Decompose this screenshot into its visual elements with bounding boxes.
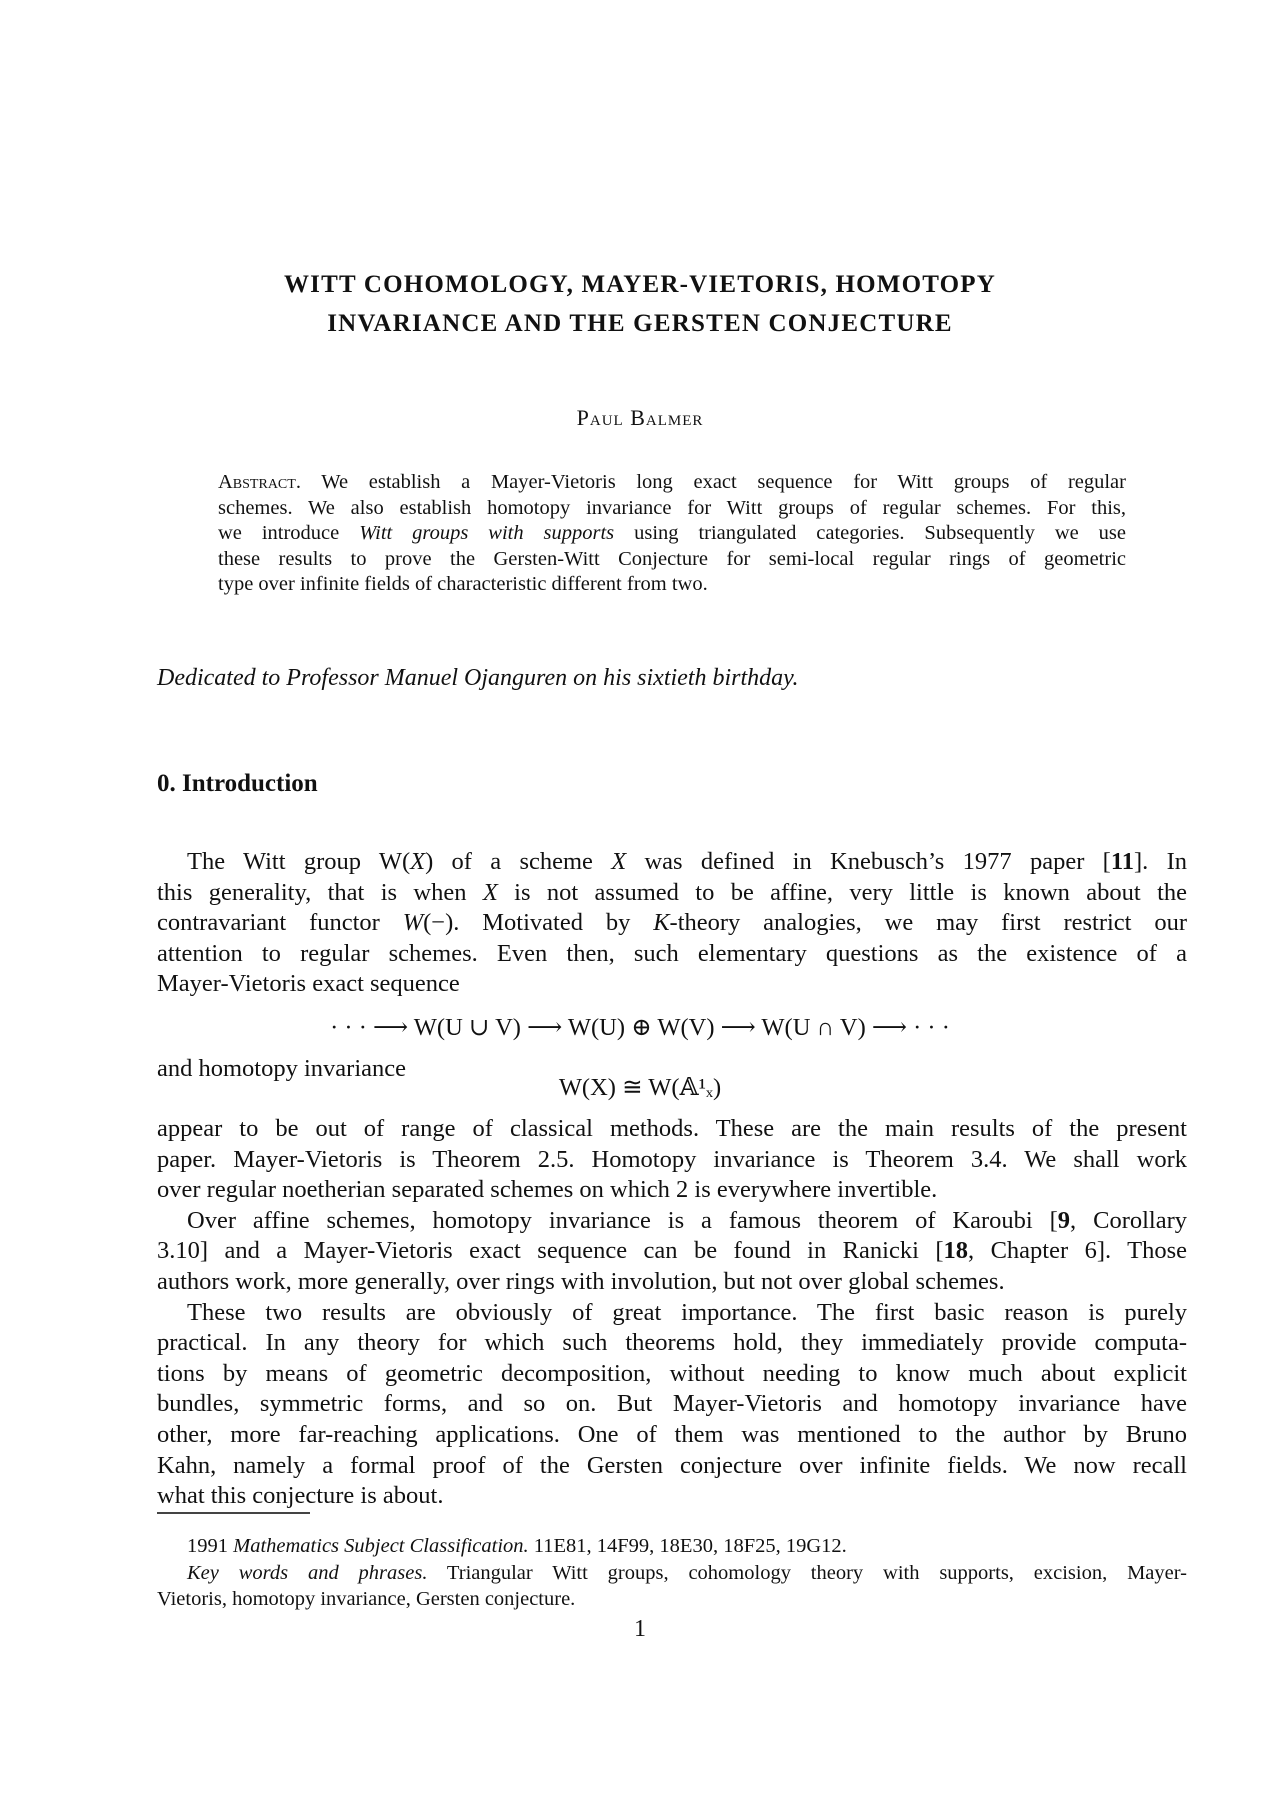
author: Paul Balmer xyxy=(576,405,704,430)
text-segment: (−). Motivated by xyxy=(423,909,654,937)
text-segment: Mathematics Subject Classification. xyxy=(233,1535,529,1557)
text-segment: Triangular Witt groups, cohomology theory with supports, excision, Mayer- xyxy=(427,1561,1187,1584)
title-line: INVARIANCE AND THE GERSTEN CONJECTURE xyxy=(327,310,953,337)
text-segment: ) of a scheme xyxy=(425,848,612,875)
text-segment: , Chapter 6]. Those xyxy=(968,1237,1188,1265)
text-segment: Vietoris, homotopy invariance, Gersten conjecture. xyxy=(157,1588,576,1610)
text-line xyxy=(218,547,1126,573)
footnote-rule xyxy=(157,1512,310,1514)
text-line xyxy=(157,1145,1187,1176)
text-segment: other, more far-reaching applications. One of them was mentioned to the author by Bruno xyxy=(157,1420,1187,1448)
text-segment: 3.10] and a Mayer-Vietoris exact sequence can be found in Ranicki [ xyxy=(157,1237,944,1265)
text-segment: X xyxy=(410,848,426,875)
citation-ref: 9 xyxy=(1057,1206,1071,1234)
text-segment: Abstract xyxy=(218,471,296,493)
text-line xyxy=(157,1236,1187,1267)
text-segment: , Corollary xyxy=(1070,1206,1187,1234)
text-line xyxy=(157,1206,1187,1237)
text-line xyxy=(218,572,1126,598)
body-paragraph xyxy=(157,847,1187,1000)
text-line xyxy=(157,1481,1187,1512)
text-segment: what this conjecture is about. xyxy=(157,1482,444,1510)
text-segment: Key words and phrases. xyxy=(187,1561,428,1584)
text-line xyxy=(157,1560,1187,1587)
text-segment: is not assumed to be affine, very little is known about the xyxy=(497,878,1187,906)
footnotes xyxy=(157,1533,1187,1613)
text-segment: schemes. We also establish homotopy invariance for Witt groups of regular schemes. For this, xyxy=(218,496,1126,519)
text-line xyxy=(157,939,1187,970)
text-line xyxy=(218,496,1126,522)
text-segment: over regular noetherian separated schemes on which 2 is everywhere invertible. xyxy=(157,1176,938,1204)
text-segment: bundles, symmetric forms, and so on. But Mayer-Vietoris and homotopy invariance have xyxy=(157,1390,1187,1418)
text-line xyxy=(157,1420,1187,1451)
text-segment: The Witt group W( xyxy=(187,848,411,875)
text-segment: ]. In xyxy=(1133,848,1187,875)
text-segment: attention to regular schemes. Even then, such elementary questions as the existence of a xyxy=(157,939,1187,967)
text-line xyxy=(157,1586,1187,1613)
text-line xyxy=(218,470,1126,496)
body-paragraphs xyxy=(157,1114,1187,1512)
section-heading: 0. Introduction xyxy=(157,770,318,797)
text-segment: Kahn, namely a formal proof of the Gersten conjecture over infinite fields. We now recall xyxy=(157,1451,1187,1479)
body-text: and homotopy invariance xyxy=(157,1055,407,1082)
text-segment: authors work, more generally, over rings with involution, but not over global schemes. xyxy=(157,1267,1005,1295)
text-line xyxy=(157,1359,1187,1390)
text-line xyxy=(157,1114,1187,1145)
text-line xyxy=(157,1328,1187,1359)
text-line xyxy=(157,969,1187,1000)
text-segment: practical. In any theory for which such theorems hold, they immediately provide computa- xyxy=(157,1329,1187,1357)
text-line xyxy=(157,878,1187,909)
paper-title xyxy=(0,265,1280,343)
text-segment: These two results are obviously of great importance. The first basic reason is purely xyxy=(187,1298,1187,1326)
text-segment: Witt groups with supports xyxy=(359,522,615,544)
text-segment: X xyxy=(611,848,627,875)
text-line xyxy=(157,1389,1187,1420)
page-number: 1 xyxy=(634,1616,646,1642)
text-line xyxy=(157,1175,1187,1206)
text-segment: Mayer-Vietoris exact sequence xyxy=(157,970,460,998)
equation-homotopy: W(X) ≅ W(𝔸¹ₓ) xyxy=(558,1074,722,1101)
text-segment: using triangulated categories. Subsequently we use xyxy=(614,522,1126,544)
text-segment: contravariant functor xyxy=(157,909,403,937)
text-segment: was defined in Knebusch’s 1977 paper [ xyxy=(626,848,1111,875)
text-line xyxy=(157,1533,1187,1560)
text-line xyxy=(157,1451,1187,1482)
text-segment: type over infinite fields of characteristic different from two. xyxy=(218,573,708,595)
abstract xyxy=(218,470,1126,598)
equation-mayer-vietoris: · · · ⟶ W(U ∪ V) ⟶ W(U) ⊕ W(V) ⟶ W(U ∩ V) ⟶ · · · xyxy=(330,1014,950,1041)
text-line xyxy=(157,1267,1187,1298)
citation-ref: 18 xyxy=(943,1237,968,1265)
text-segment: paper. Mayer-Vietoris is Theorem 2.5. Homotopy invariance is Theorem 3.4. We shall work xyxy=(157,1145,1187,1173)
text-segment: these results to prove the Gersten-Witt Conjecture for semi-local regular rings of geometric xyxy=(218,547,1126,570)
text-segment: tions by means of geometric decomposition, without needing to know much about explicit xyxy=(157,1359,1187,1387)
text-line xyxy=(157,1298,1187,1329)
text-segment: appear to be out of range of classical methods. These are the main results of the present xyxy=(157,1115,1187,1142)
text-line xyxy=(218,521,1126,547)
text-segment: K xyxy=(653,909,670,937)
text-segment: Over affine schemes, homotopy invariance is a famous theorem of Karoubi [ xyxy=(187,1206,1058,1234)
text-segment: W xyxy=(402,909,424,937)
text-segment: we introduce xyxy=(218,522,360,544)
text-segment: X xyxy=(482,878,498,906)
text-line xyxy=(157,847,1187,878)
text-line xyxy=(157,908,1187,939)
dedication: Dedicated to Professor Manuel Ojanguren on his sixtieth birthday. xyxy=(157,665,799,691)
citation-ref: 11 xyxy=(1110,848,1134,875)
text-segment: -theory analogies, we may first restrict our xyxy=(669,909,1188,937)
text-segment: 1991 xyxy=(187,1535,234,1557)
text-segment: . We establish a Mayer-Vietoris long exact sequence for Witt groups of regular xyxy=(295,471,1126,493)
title-line: WITT COHOMOLOGY, MAYER-VIETORIS, HOMOTOPY xyxy=(283,271,997,298)
text-segment: 11E81, 14F99, 18E30, 18F25, 19G12. xyxy=(528,1535,847,1557)
text-segment: this generality, that is when xyxy=(157,878,483,906)
